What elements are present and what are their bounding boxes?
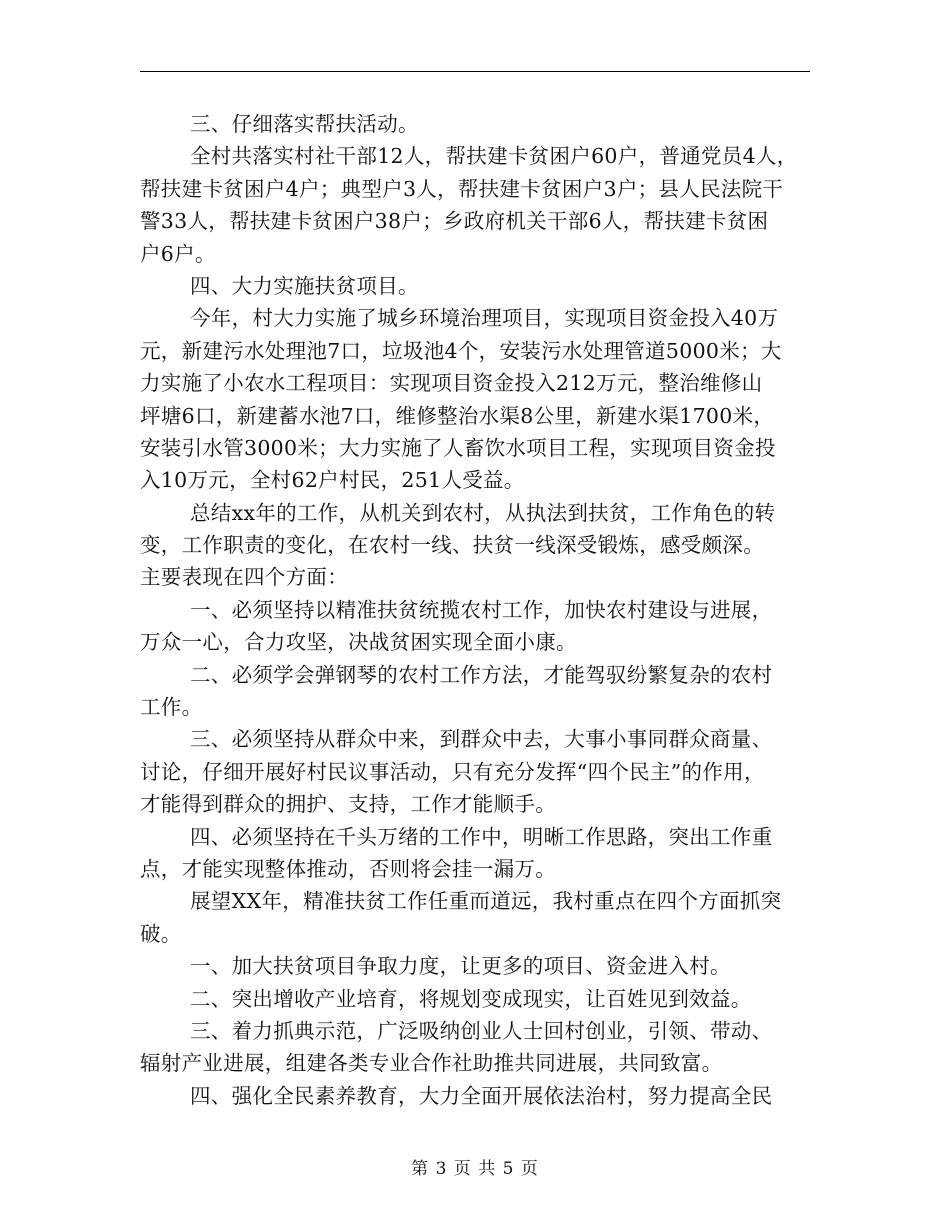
text-line: 三、仔细落实帮扶活动。 bbox=[190, 112, 419, 136]
text-line: 点，才能实现整体推动，否则将会挂一漏万。 bbox=[140, 856, 556, 881]
text-line: 户6户。 bbox=[140, 241, 216, 266]
text-line: 主要表现在四个方面： bbox=[140, 565, 348, 590]
text-line: 元，新建污水处理池7口，垃圾池4个，安装污水处理管道5000米；大 bbox=[140, 338, 782, 363]
body-text bbox=[140, 108, 840, 1112]
text-line: 才能得到群众的拥护、支持，工作才能顺手。 bbox=[140, 792, 556, 817]
text-line: 三、着力抓典示范，广泛吸纳创业人士回村创业，引领、带动、 bbox=[190, 1018, 773, 1043]
text-line: 入10万元，全村62户村民，251人受益。 bbox=[140, 468, 525, 493]
text-line: 一、加大扶贫项目争取力度，让更多的项目、资金进入村。 bbox=[190, 954, 731, 979]
text-line: 今年，村大力实施了城乡环境治理项目，实现项目资金投入40万 bbox=[190, 306, 779, 331]
header-rule bbox=[140, 71, 810, 72]
text-line: 坪塘6口，新建蓄水池7口，维修整治水渠8公里，新建水渠1700米， bbox=[140, 403, 775, 428]
text-line: 四、强化全民素养教育，大力全面开展依法治村，努力提高全民 bbox=[190, 1083, 773, 1108]
text-line: 二、突出增收产业培育，将规划变成现实，让百姓见到效益。 bbox=[190, 986, 752, 1011]
text-line: 总结xx年的工作，从机关到农村，从执法到扶贫，工作角色的转 bbox=[190, 500, 776, 525]
text-line: 警33人，帮扶建卡贫困户38户；乡政府机关干部6人，帮扶建卡贫困 bbox=[140, 209, 769, 234]
text-line: 辐射产业进展，组建各类专业合作社助推共同进展，共同致富。 bbox=[140, 1051, 723, 1076]
text-line: 帮扶建卡贫困户4户；典型户3人，帮扶建卡贫困户3户；县人民法院干 bbox=[140, 176, 784, 201]
text-line: 二、必须学会弹钢琴的农村工作方法，才能驾驭纷繁复杂的农村 bbox=[190, 662, 773, 687]
text-line: 工作。 bbox=[140, 695, 203, 720]
text-line: 破。 bbox=[140, 921, 182, 946]
text-line: 展望XX年，精准扶贫工作任重而道远，我村重点在四个方面抓突 bbox=[190, 889, 782, 914]
text-line: 三、必须坚持从群众中来，到群众中去，大事小事同群众商量、 bbox=[190, 727, 773, 752]
text-line: 变，工作职责的变化，在农村一线、扶贫一线深受锻炼，感受颇深。 bbox=[140, 533, 764, 558]
text-line: 四、必须坚持在千头万绪的工作中，明晰工作思路，突出工作重 bbox=[190, 824, 773, 849]
text-line: 力实施了小农水工程项目：实现项目资金投入212万元，整治维修山 bbox=[140, 371, 763, 396]
text-line: 安装引水管3000米；大力实施了人畜饮水项目工程，实现项目资金投 bbox=[140, 435, 776, 460]
text-line: 讨论，仔细开展好村民议事活动，只有充分发挥“四个民主”的作用， bbox=[140, 759, 765, 784]
text-line: 全村共落实村社干部12人，帮扶建卡贫困户60户，普通党员4人， bbox=[190, 144, 798, 169]
page-footer: 第 3 页 共 5 页 bbox=[411, 1159, 539, 1179]
text-line: 万众一心，合力攻坚，决战贫困实现全面小康。 bbox=[140, 630, 577, 655]
text-line: 一、必须坚持以精准扶贫统揽农村工作，加快农村建设与进展， bbox=[190, 597, 773, 622]
text-line: 四、大力实施扶贫项目。 bbox=[190, 273, 419, 298]
